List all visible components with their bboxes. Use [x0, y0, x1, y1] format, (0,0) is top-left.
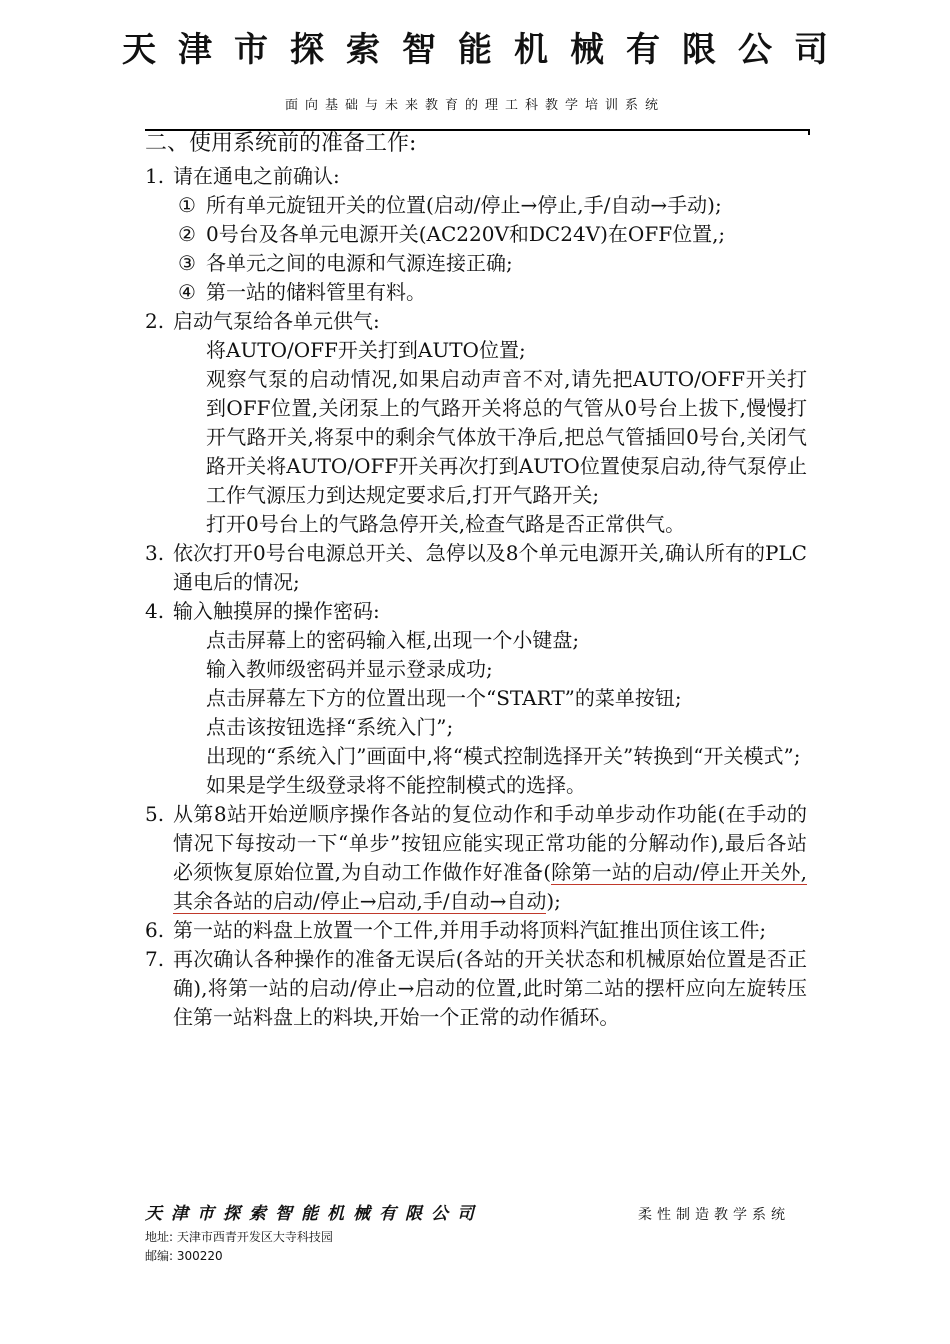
item-number: 2. [145, 309, 165, 333]
bullet-glyph [178, 771, 206, 800]
sub-item [145, 742, 807, 771]
sub-item-text: 观察气泵的启动情况,如果启动声音不对,请先把AUTO/OFF开关打到OFF位置,关闭泵上的气路开关将总的气管从0号台上拔下,慢慢打开气路开关,将泵中的剩余气体放干净后,把总气管插回0号台,关闭气路开关将AUTO/OFF开关再次打到AUTO位置使泵启动,待气泵停止工作气源压力到达规定要求后,打开气路开关; [206, 367, 807, 507]
list-item [145, 916, 807, 945]
header-rule-tick [808, 129, 810, 135]
list-item [145, 307, 807, 336]
sub-item-text: 0号台及各单元电源开关(AC220V和DC24V)在OFF位置,; [206, 222, 726, 246]
sub-item-text: 将AUTO/OFF开关打到AUTO位置; [206, 338, 526, 362]
instruction-list [145, 162, 807, 1032]
list-item [145, 539, 807, 597]
sub-item-text: 打开0号台上的气路急停开关,检查气路是否正常供气。 [206, 512, 686, 536]
bullet-glyph [178, 713, 206, 742]
item-number: 5. [145, 802, 165, 826]
bullet-glyph [178, 336, 206, 365]
item-text: 请在通电之前确认: [173, 164, 340, 188]
circled-number: ① [178, 193, 196, 217]
item-text: 输入触摸屏的操作密码: [173, 599, 380, 623]
item-number: 1. [145, 164, 165, 188]
sub-item-text: 第一站的储料管里有料。 [206, 280, 426, 304]
sub-item [145, 713, 807, 742]
item-text: 第一站的料盘上放置一个工件,并用手动将顶料汽缸推出顶住该工件; [173, 918, 767, 942]
circled-number: ② [178, 222, 196, 246]
bullet-glyph [178, 655, 206, 684]
bullet-glyph [178, 626, 206, 655]
item-number: 6. [145, 918, 165, 942]
sub-item [145, 684, 807, 713]
document-subtitle: 面向基础与未来教育的理工科教学培训系统 [284, 98, 665, 113]
circled-number: ④ [178, 280, 196, 304]
item-text-part: 从第8站开始逆顺序操作各站的复位动作和手动单步动作功能(在手动的情况下每按动一下“单步”按钮应能实现正常功能的分解动作),最后各站必须恢复原始位置,为自动工作做作好准备( [173, 802, 807, 884]
footer-address: 地址: 天津市西青开发区大寺科技园 [145, 1230, 333, 1244]
sub-item [145, 771, 807, 800]
sub-item [145, 278, 807, 307]
sub-item [145, 336, 807, 365]
company-title: 天津市探索智能机械有限公司 [122, 30, 850, 70]
bullet-glyph [178, 510, 206, 539]
sub-item [145, 191, 807, 220]
sub-item-text: 各单元之间的电源和气源连接正确; [206, 251, 513, 275]
sub-item-text: 点击该按钮选择“系统入门”; [206, 715, 454, 739]
sub-item [145, 249, 807, 278]
item-text: 再次确认各种操作的准备无误后(各站的开关状态和机械原始位置是否正确),将第一站的启动/停止→启动的位置,此时第二站的摆杆应向左旋转压住第一站料盘上的料块,开始一个正常的动作循环。 [173, 947, 807, 1029]
item-text [173, 800, 807, 916]
bullet-glyph [178, 365, 206, 510]
bullet-glyph [178, 742, 206, 771]
sub-item [145, 365, 807, 510]
item-number: 4. [145, 599, 165, 623]
sub-item [145, 220, 807, 249]
circled-number: ③ [178, 251, 196, 275]
sub-item-text: 如果是学生级登录将不能控制模式的选择。 [206, 773, 586, 797]
footer-system-name: 柔性制造教学系统 [638, 1207, 790, 1223]
item-text: 依次打开0号台电源总开关、急停以及8个单元电源开关,确认所有的PLC通电后的情况; [173, 541, 807, 594]
item-text-part: ); [546, 889, 561, 913]
footer-company: 天津市探索智能机械有限公司 [145, 1204, 483, 1224]
item-text: 启动气泵给各单元供气: [173, 309, 380, 333]
sub-item-text: 出现的“系统入门”画面中,将“模式控制选择开关”转换到“开关模式”; [206, 744, 801, 768]
item-number: 7. [145, 947, 165, 971]
sub-item-text: 所有单元旋钮开关的位置(启动/停止→停止,手/自动→手动); [206, 193, 722, 217]
red-underlined-text: 除第一站的启动/停止开关外,其余各站的启动/停止→启动,手/自动→自动 [173, 860, 807, 913]
list-item [145, 945, 807, 1032]
list-item [145, 800, 807, 916]
bullet-glyph [178, 684, 206, 713]
sub-item-text: 点击屏幕上的密码输入框,出现一个小键盘; [206, 628, 580, 652]
section-title: 二、使用系统前的准备工作: [145, 131, 417, 156]
sub-item-text: 输入教师级密码并显示登录成功; [206, 657, 493, 681]
item-number: 3. [145, 541, 165, 565]
sub-item [145, 655, 807, 684]
list-item [145, 597, 807, 626]
sub-item [145, 510, 807, 539]
list-item [145, 162, 807, 191]
sub-item-text: 点击屏幕左下方的位置出现一个“START”的菜单按钮; [206, 686, 682, 710]
footer-postcode: 邮编: 300220 [145, 1249, 223, 1263]
sub-item [145, 626, 807, 655]
